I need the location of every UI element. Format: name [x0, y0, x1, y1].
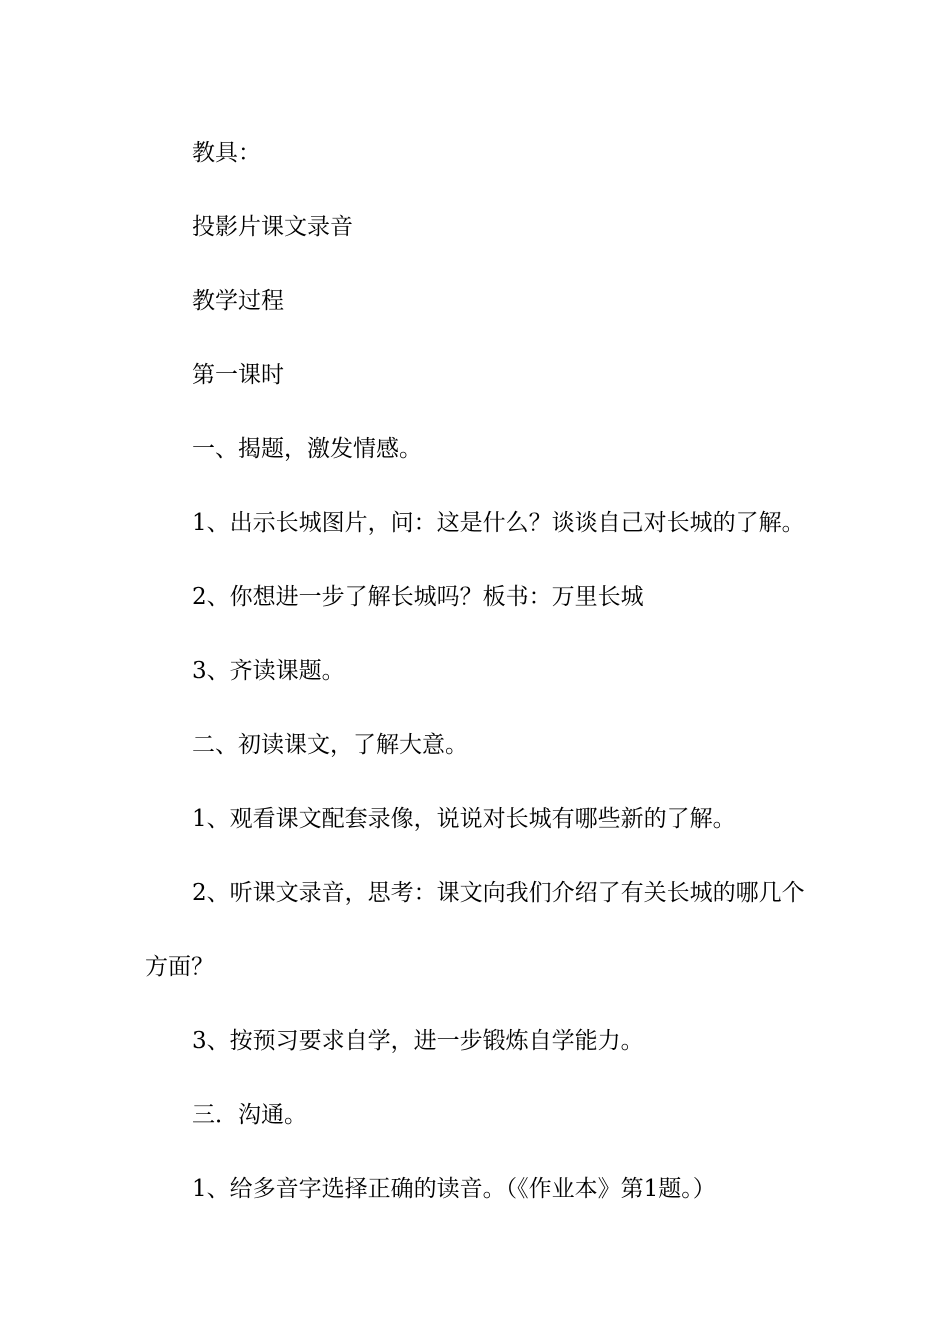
- paragraph-item-2-1: 1、观看课文配套录像，说说对长城有哪些新的了解。: [192, 806, 736, 832]
- paragraph-section-one: 一、揭题，激发情感。: [192, 436, 422, 462]
- paragraph-teaching-process: 教学过程: [192, 288, 284, 314]
- paragraph-item-3-1: 1、给多音字选择正确的读音。（《作业本》第1题。）: [192, 1176, 716, 1202]
- paragraph-item-2-2: 2、听课文录音，思考：课文向我们介绍了有关长城的哪几个方面？: [145, 880, 805, 980]
- paragraph-item-2-3: 3、按预习要求自学，进一步锻炼自学能力。: [192, 1028, 644, 1054]
- paragraph-item-1-3: 3、齐读课题。: [192, 658, 345, 684]
- paragraph-first-lesson: 第一课时: [192, 362, 284, 388]
- paragraph-teaching-aids-heading: 教具：: [192, 140, 261, 166]
- paragraph-section-three: 三．沟通。: [192, 1102, 307, 1128]
- paragraph-item-1-2: 2、你想进一步了解长城吗？板书：万里长城: [192, 584, 644, 610]
- paragraph-item-1-1: 1、出示长城图片，问：这是什么？谈谈自己对长城的了解。: [192, 510, 805, 536]
- paragraph-section-two: 二、初读课文，了解大意。: [192, 732, 468, 758]
- paragraph-teaching-aids: 投影片课文录音: [192, 214, 353, 240]
